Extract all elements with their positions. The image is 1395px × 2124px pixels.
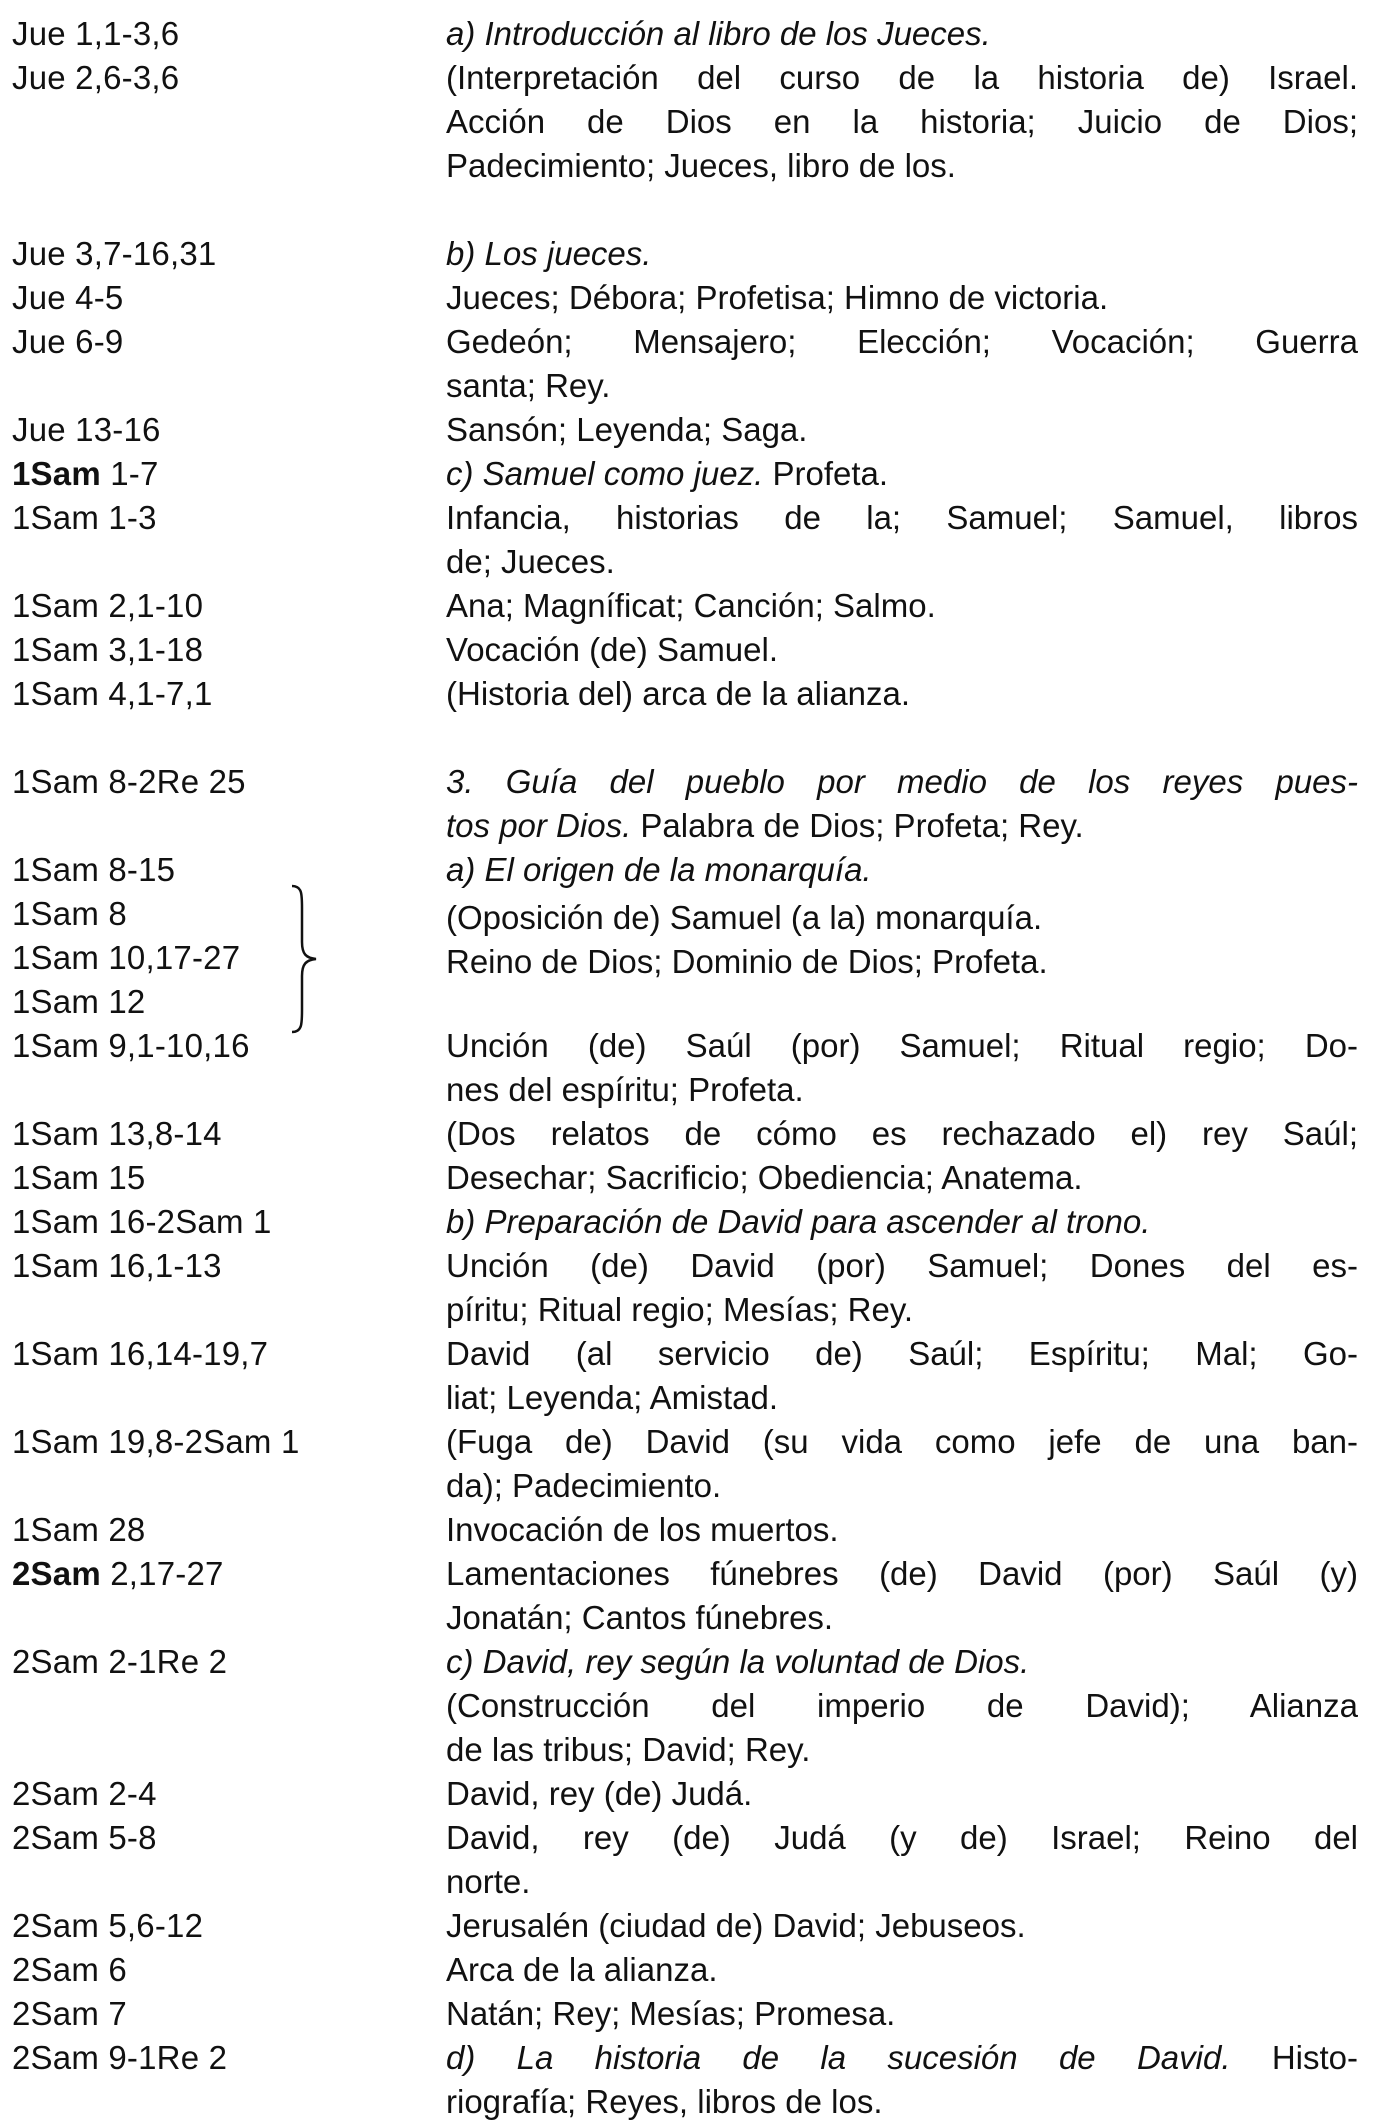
entry-description — [446, 1904, 1358, 1948]
bible-reference: 2Sam 2-4 — [12, 1775, 157, 1812]
bible-reference: 1Sam 16,1-13 — [12, 1247, 222, 1284]
description-line — [446, 1420, 1358, 1464]
keyword-text: Jueces; Débora; Profetisa; Himno de victoria. — [446, 279, 1109, 316]
keyword-text: Palabra de Dios; Profeta; Rey. — [631, 807, 1084, 844]
bible-reference: 2Sam 7 — [12, 1995, 127, 2032]
description-line — [446, 1112, 1358, 1156]
bible-reference: 1Sam 8-15 — [12, 851, 176, 888]
description-line — [446, 1728, 1358, 1772]
description-line — [446, 1200, 1358, 1244]
keyword-text: Lamentaciones fúnebres (de) David (por) Saúl (y) — [446, 1555, 1358, 1592]
bible-reference: Jue 3,7-16,31 — [12, 235, 217, 272]
description-line — [446, 1904, 1358, 1948]
keyword-text: Sansón; Leyenda; Saga. — [446, 411, 808, 448]
description-line — [446, 100, 1358, 144]
entry-description — [446, 320, 1358, 408]
bible-reference: Jue 13-16 — [12, 411, 161, 448]
bible-reference: 1Sam 10,17-27 — [12, 939, 241, 976]
keyword-text: riografía; Reyes, libros de los. — [446, 2083, 883, 2120]
bible-reference: Jue 4-5 — [12, 279, 124, 316]
keyword-text: norte. — [446, 1863, 531, 1900]
entry-description — [446, 848, 1358, 892]
bible-reference: 1Sam 16-2Sam 1 — [12, 1203, 272, 1240]
keyword-text: David, rey (de) Judá (y de) Israel; Reino del — [446, 1819, 1358, 1856]
entry-description — [446, 232, 1358, 276]
description-line — [446, 56, 1358, 100]
keyword-text: David, rey (de) Judá. — [446, 1775, 753, 1812]
keyword-text: Ana; Magníficat; Canción; Salmo. — [446, 587, 936, 624]
bible-reference: 1Sam 2,1-10 — [12, 587, 204, 624]
entry-description — [446, 1112, 1358, 1156]
bible-reference: 1Sam 13,8-14 — [12, 1115, 222, 1152]
bracketed-line: Reino de Dios; Dominio de Dios; Profeta. — [446, 943, 1048, 980]
bracketed-group — [446, 896, 1358, 984]
bible-reference: 1Sam 9,1-10,16 — [12, 1027, 250, 1064]
entry-description — [446, 1244, 1358, 1332]
keyword-text: (Historia del) arca de la alianza. — [446, 675, 911, 712]
entry-description — [446, 1816, 1358, 1904]
italic-heading: a) Introducción al libro de los Jueces. — [446, 15, 991, 52]
keyword-text: Jonatán; Cantos fúnebres. — [446, 1599, 834, 1636]
italic-heading: d) La historia de la sucesión de David. — [446, 2039, 1231, 2076]
description-line — [446, 848, 1358, 892]
bible-reference: 2Sam 9-1Re 2 — [12, 2039, 228, 2076]
entry-description — [446, 452, 1358, 496]
description-line — [446, 320, 1358, 364]
keyword-text: Unción (de) David (por) Samuel; Dones del es- — [446, 1247, 1358, 1284]
keyword-text: Histo- — [1230, 2039, 1358, 2076]
entry-description — [446, 2036, 1358, 2124]
description-line — [446, 1860, 1358, 1904]
description-line — [446, 1068, 1358, 1112]
description-line — [446, 1552, 1358, 1596]
entry-description — [446, 1200, 1358, 1244]
description-line — [446, 584, 1358, 628]
italic-heading: 3. Guía del pueblo por medio de los reyes pues- — [446, 763, 1358, 800]
reference-passage: 1-7 — [100, 455, 159, 492]
description-line — [446, 276, 1358, 320]
bible-reference: 1Sam 16,14-19,7 — [12, 1335, 269, 1372]
description-line — [446, 1640, 1358, 1684]
bible-reference: 1Sam 1-3 — [12, 499, 157, 536]
entry-description — [446, 1552, 1358, 1640]
entry-description — [446, 1948, 1358, 1992]
description-line — [446, 760, 1358, 804]
keyword-text: santa; Rey. — [446, 367, 611, 404]
keyword-text: Invocación de los muertos. — [446, 1511, 839, 1548]
description-line — [446, 1948, 1358, 1992]
bible-reference: 2Sam 5-8 — [12, 1819, 157, 1856]
brace-symbol — [288, 884, 322, 1034]
keyword-text: Arca de la alianza. — [446, 1951, 718, 1988]
entry-description — [446, 672, 1358, 716]
italic-heading: c) David, rey según la voluntad de Dios. — [446, 1643, 1030, 1680]
keyword-text: liat; Leyenda; Amistad. — [446, 1379, 779, 1416]
description-line — [446, 1024, 1358, 1068]
description-line — [446, 1332, 1358, 1376]
bible-reference: Jue 6-9 — [12, 323, 124, 360]
italic-heading: b) Los jueces. — [446, 235, 652, 272]
keyword-text: da); Padecimiento. — [446, 1467, 722, 1504]
entry-description — [446, 1024, 1358, 1112]
description-line — [446, 496, 1358, 540]
italic-heading: b) Preparación de David para ascender al trono. — [446, 1203, 1151, 1240]
reference-passage: 2,17-27 — [100, 1555, 224, 1592]
description-line — [446, 144, 1358, 188]
description-line — [446, 232, 1358, 276]
bible-reference: 2Sam 6 — [12, 1951, 127, 1988]
description-line — [446, 1244, 1358, 1288]
bible-reference: Jue 1,1-3,6 — [12, 15, 180, 52]
keyword-text: David (al servicio de) Saúl; Espíritu; Mal; Go- — [446, 1335, 1358, 1372]
keyword-text: Natán; Rey; Mesías; Promesa. — [446, 1995, 896, 2032]
keyword-text: (Dos relatos de cómo es rechazado el) rey Saúl; — [446, 1115, 1358, 1152]
reference-book-bold: 2Sam — [12, 1555, 101, 1592]
bible-reference: Jue 2,6-3,6 — [12, 59, 180, 96]
entry-description — [446, 56, 1358, 188]
description-line — [446, 1992, 1358, 2036]
keyword-text: (Interpretación del curso de la historia de) Israel. — [446, 59, 1358, 96]
bible-reference: 1Sam 4,1-7,1 — [12, 675, 213, 712]
entry-description — [446, 12, 1358, 56]
bible-reference: 2Sam 2-1Re 2 — [12, 1643, 228, 1680]
description-line — [446, 540, 1358, 584]
description-line — [446, 1684, 1358, 1728]
entry-description — [446, 408, 1358, 452]
keyword-text: nes del espíritu; Profeta. — [446, 1071, 804, 1108]
entry-description — [446, 496, 1358, 584]
bible-reference: 1Sam 28 — [12, 1511, 146, 1548]
description-line — [446, 628, 1358, 672]
italic-heading: tos por Dios. — [446, 807, 632, 844]
description-line — [446, 2080, 1358, 2124]
keyword-text: Acción de Dios en la historia; Juicio de Dios; — [446, 103, 1358, 140]
description-line — [446, 1508, 1358, 1552]
description-line — [446, 804, 1358, 848]
bible-reference: 1Sam 8-2Re 25 — [12, 763, 246, 800]
keyword-text: píritu; Ritual regio; Mesías; Rey. — [446, 1291, 914, 1328]
keyword-text: Padecimiento; Jueces, libro de los. — [446, 147, 956, 184]
entry-description — [446, 1640, 1358, 1772]
keyword-text: Profeta. — [763, 455, 889, 492]
italic-heading: c) Samuel como juez. — [446, 455, 764, 492]
keyword-text: Infancia, historias de la; Samuel; Samuel, libros — [446, 499, 1358, 536]
keyword-text: Desechar; Sacrificio; Obediencia; Anatema. — [446, 1159, 1083, 1196]
description-line — [446, 1772, 1358, 1816]
description-line — [446, 408, 1358, 452]
entry-description — [446, 760, 1358, 848]
bible-reference: 1Sam 19,8-2Sam 1 — [12, 1423, 300, 1460]
entry-description — [446, 1156, 1358, 1200]
description-line — [446, 2036, 1358, 2080]
description-line — [446, 1816, 1358, 1860]
bible-reference: 1Sam 15 — [12, 1159, 146, 1196]
keyword-text: de; Jueces. — [446, 543, 615, 580]
keyword-text: Gedeón; Mensajero; Elección; Vocación; Guerra — [446, 323, 1358, 360]
bible-reference: 1Sam 8 — [12, 895, 127, 932]
bible-reference: 2Sam 5,6-12 — [12, 1907, 204, 1944]
entry-description — [446, 276, 1358, 320]
keyword-text: (Fuga de) David (su vida como jefe de una ban- — [446, 1423, 1358, 1460]
keyword-text: (Construcción del imperio de David); Alianza — [446, 1687, 1358, 1724]
description-line — [446, 12, 1358, 56]
reference-book-bold: 1Sam — [12, 455, 101, 492]
description-line — [446, 364, 1358, 408]
entry-description — [446, 1772, 1358, 1816]
entry-description — [446, 584, 1358, 628]
description-line — [446, 1596, 1358, 1640]
bible-reference: 1Sam 12 — [12, 983, 146, 1020]
description-line — [446, 1156, 1358, 1200]
description-line — [446, 1376, 1358, 1420]
entry-description — [446, 628, 1358, 672]
bible-reference — [12, 1552, 224, 1596]
bracketed-line: (Oposición de) Samuel (a la) monarquía. — [446, 899, 1043, 936]
keyword-text: Unción (de) Saúl (por) Samuel; Ritual regio; Do- — [446, 1027, 1358, 1064]
entry-description — [446, 1508, 1358, 1552]
keyword-text: Jerusalén (ciudad de) David; Jebuseos. — [446, 1907, 1026, 1944]
description-line — [446, 1288, 1358, 1332]
entry-description — [446, 1420, 1358, 1508]
keyword-text: Vocación (de) Samuel. — [446, 631, 779, 668]
bible-reference: 1Sam 3,1-18 — [12, 631, 204, 668]
entry-description — [446, 1332, 1358, 1420]
description-line — [446, 452, 1358, 496]
description-line — [446, 672, 1358, 716]
bible-reference — [12, 452, 159, 496]
entry-description — [446, 1992, 1358, 2036]
italic-heading: a) El origen de la monarquía. — [446, 851, 872, 888]
keyword-text: de las tribus; David; Rey. — [446, 1731, 811, 1768]
description-line — [446, 1464, 1358, 1508]
